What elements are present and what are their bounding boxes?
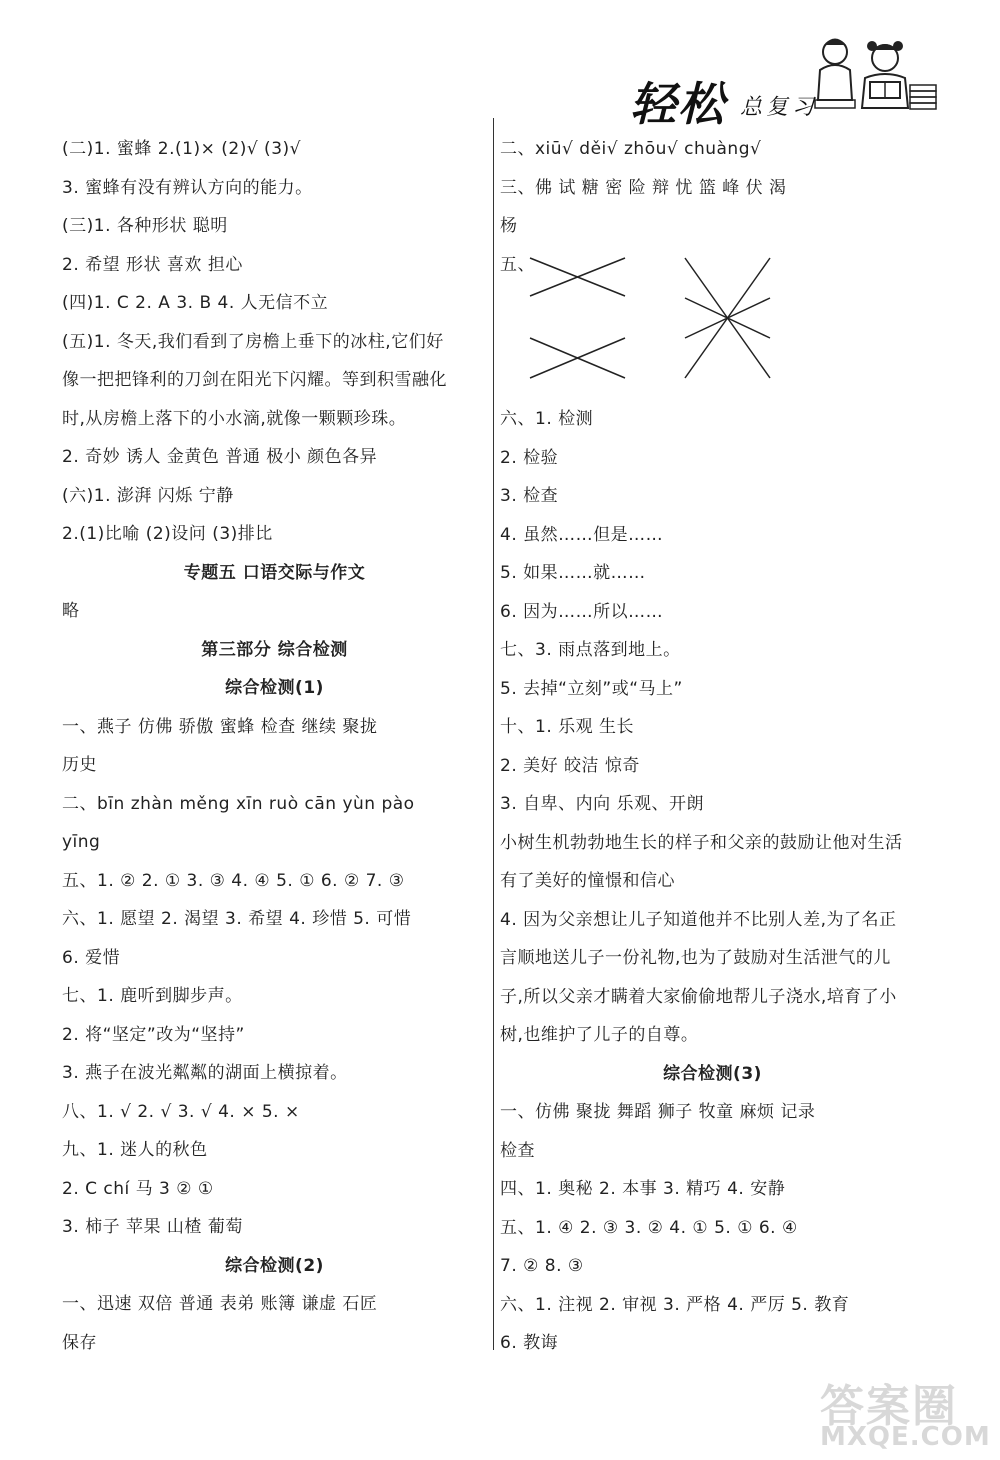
answer-line: (三)1. 各种形状 聪明 bbox=[62, 216, 228, 236]
answer-line: 4. 因为父亲想让儿子知道他并不比别人差,为了名正 bbox=[500, 909, 897, 930]
answer-line: (二)1. 蜜蜂 2.(1)× (2)√ (3)√ bbox=[62, 139, 301, 159]
answer-line: 六、1. 愿望 2. 渴望 3. 希望 4. 珍惜 5. 可惜 bbox=[62, 909, 412, 929]
answer-line: 3. 燕子在波光粼粼的湖面上横掠着。 bbox=[62, 1063, 348, 1083]
answer-line: 2. 奇妙 诱人 金黄色 普通 极小 颜色各异 bbox=[62, 447, 378, 467]
answer-line: 6. 教诲 bbox=[500, 1333, 559, 1353]
matching-lines-diagram bbox=[525, 248, 785, 388]
answer-line: 3. 蜜蜂有没有辨认方向的能力。 bbox=[62, 177, 313, 198]
logo-title: 轻松 bbox=[630, 77, 726, 131]
answer-line: 一、燕子 仿佛 骄傲 蜜蜂 检查 继续 聚拢 bbox=[62, 716, 378, 737]
answer-line: 六、1. 检测 bbox=[500, 409, 594, 429]
book-header bbox=[610, 30, 940, 130]
pinyin-line: 二、bīn zhàn měng xīn ruò cān yùn pào bbox=[62, 793, 415, 814]
answer-line: 2. 美好 皎洁 惊奇 bbox=[500, 755, 640, 776]
answer-line: 九、1. 迷人的秋色 bbox=[62, 1140, 208, 1160]
section-heading: 专题五 口语交际与作文 bbox=[183, 562, 366, 583]
logo-subtitle: 总复习 bbox=[740, 95, 819, 120]
watermark bbox=[820, 1370, 995, 1455]
answer-line: 树,也维护了儿子的自尊。 bbox=[500, 1025, 699, 1045]
answer-line: 言顺地送儿子一份礼物,也为了鼓励对生活泄气的儿 bbox=[500, 948, 891, 968]
answer-line: 3. 柿子 苹果 山楂 葡萄 bbox=[62, 1217, 243, 1237]
answer-line: 2. 希望 形状 喜欢 担心 bbox=[62, 254, 243, 275]
watermark-text: 答案圈 bbox=[820, 1381, 958, 1432]
answer-line: 3. 自卑、内向 乐观、开朗 bbox=[500, 794, 705, 814]
answer-line: 保存 bbox=[62, 1332, 97, 1353]
test-heading: 综合检测(3) bbox=[663, 1063, 762, 1084]
pinyin-line: yīng bbox=[62, 832, 101, 852]
answer-line: 2. 检验 bbox=[500, 447, 559, 468]
answer-line: 六、1. 注视 2. 审视 3. 严格 4. 严厉 5. 教育 bbox=[500, 1294, 850, 1315]
answer-line: 5. 如果……就…… bbox=[500, 563, 646, 583]
answer-line: 2. 将“坚定”改为“坚持” bbox=[62, 1024, 245, 1045]
answer-line: 一、迅速 双倍 普通 表弟 账簿 谦虚 石匠 bbox=[62, 1294, 378, 1314]
answer-line: 杨 bbox=[500, 216, 518, 236]
answer-line: 小树生机勃勃地生长的样子和父亲的鼓励让他对生活 bbox=[500, 832, 903, 853]
answer-line: 5. 去掉“立刻”或“马上” bbox=[500, 678, 683, 699]
answer-line: 有了美好的憧憬和信心 bbox=[500, 871, 675, 891]
answer-line: (六)1. 澎湃 闪烁 宁静 bbox=[62, 485, 234, 506]
answer-line: 7. ② 8. ③ bbox=[500, 1256, 584, 1276]
answer-line: 时,从房檐上落下的小水滴,就像一颗颗珍珠。 bbox=[62, 408, 407, 429]
answer-line: 像一把把锋利的刀剑在阳光下闪耀。等到积雪融化 bbox=[62, 370, 447, 390]
answer-line: 2.(1)比喻 (2)设问 (3)排比 bbox=[62, 524, 273, 544]
watermark-url: MXQE.COM bbox=[820, 1422, 991, 1452]
pinyin-line: 二、xiū√ děi√ zhōu√ chuàng√ bbox=[500, 139, 762, 159]
answer-line: 七、1. 鹿听到脚步声。 bbox=[62, 986, 243, 1006]
answer-line: 四、1. 奥秘 2. 本事 3. 精巧 4. 安静 bbox=[500, 1179, 786, 1199]
answer-line: 一、仿佛 聚拢 舞蹈 狮子 牧童 麻烦 记录 bbox=[500, 1102, 816, 1122]
answer-line: 五、1. ② 2. ① 3. ③ 4. ④ 5. ① 6. ② 7. ③ bbox=[62, 870, 405, 891]
left-column bbox=[62, 130, 487, 1362]
answer-line: 3. 检查 bbox=[500, 486, 559, 506]
answer-line: 三、佛 试 糖 密 险 辩 忧 篮 峰 伏 渴 bbox=[500, 177, 787, 198]
answer-line: 略 bbox=[62, 601, 80, 621]
answer-line: 五、 bbox=[500, 254, 535, 275]
answer-line: 八、1. √ 2. √ 3. √ 4. × 5. × bbox=[62, 1101, 300, 1122]
answer-line: 五、1. ④ 2. ③ 3. ② 4. ① 5. ① 6. ④ bbox=[500, 1217, 798, 1238]
answer-line: 6. 爱惜 bbox=[62, 947, 121, 968]
answer-line: (五)1. 冬天,我们看到了房檐上垂下的冰柱,它们好 bbox=[62, 331, 444, 352]
answer-line: 子,所以父亲才瞒着大家偷偷地帮儿子浇水,培育了小 bbox=[500, 986, 897, 1007]
answer-line: 2. C chí 马 3 ② ① bbox=[62, 1178, 214, 1199]
answer-line: 6. 因为……所以…… bbox=[500, 601, 664, 622]
test-heading: 综合检测(2) bbox=[225, 1255, 324, 1276]
answer-line: 历史 bbox=[62, 755, 97, 775]
children-reading-illustration bbox=[810, 30, 940, 120]
test-heading: 综合检测(1) bbox=[225, 678, 324, 698]
answer-line: 4. 虽然……但是…… bbox=[500, 524, 664, 545]
part-heading: 第三部分 综合检测 bbox=[201, 639, 348, 660]
column-divider bbox=[493, 118, 494, 1350]
answer-line: 七、3. 雨点落到地上。 bbox=[500, 640, 681, 660]
answer-line: 检查 bbox=[500, 1140, 535, 1161]
answer-line: (四)1. C 2. A 3. B 4. 人无信不立 bbox=[62, 293, 329, 313]
answer-line: 十、1. 乐观 生长 bbox=[500, 717, 635, 737]
